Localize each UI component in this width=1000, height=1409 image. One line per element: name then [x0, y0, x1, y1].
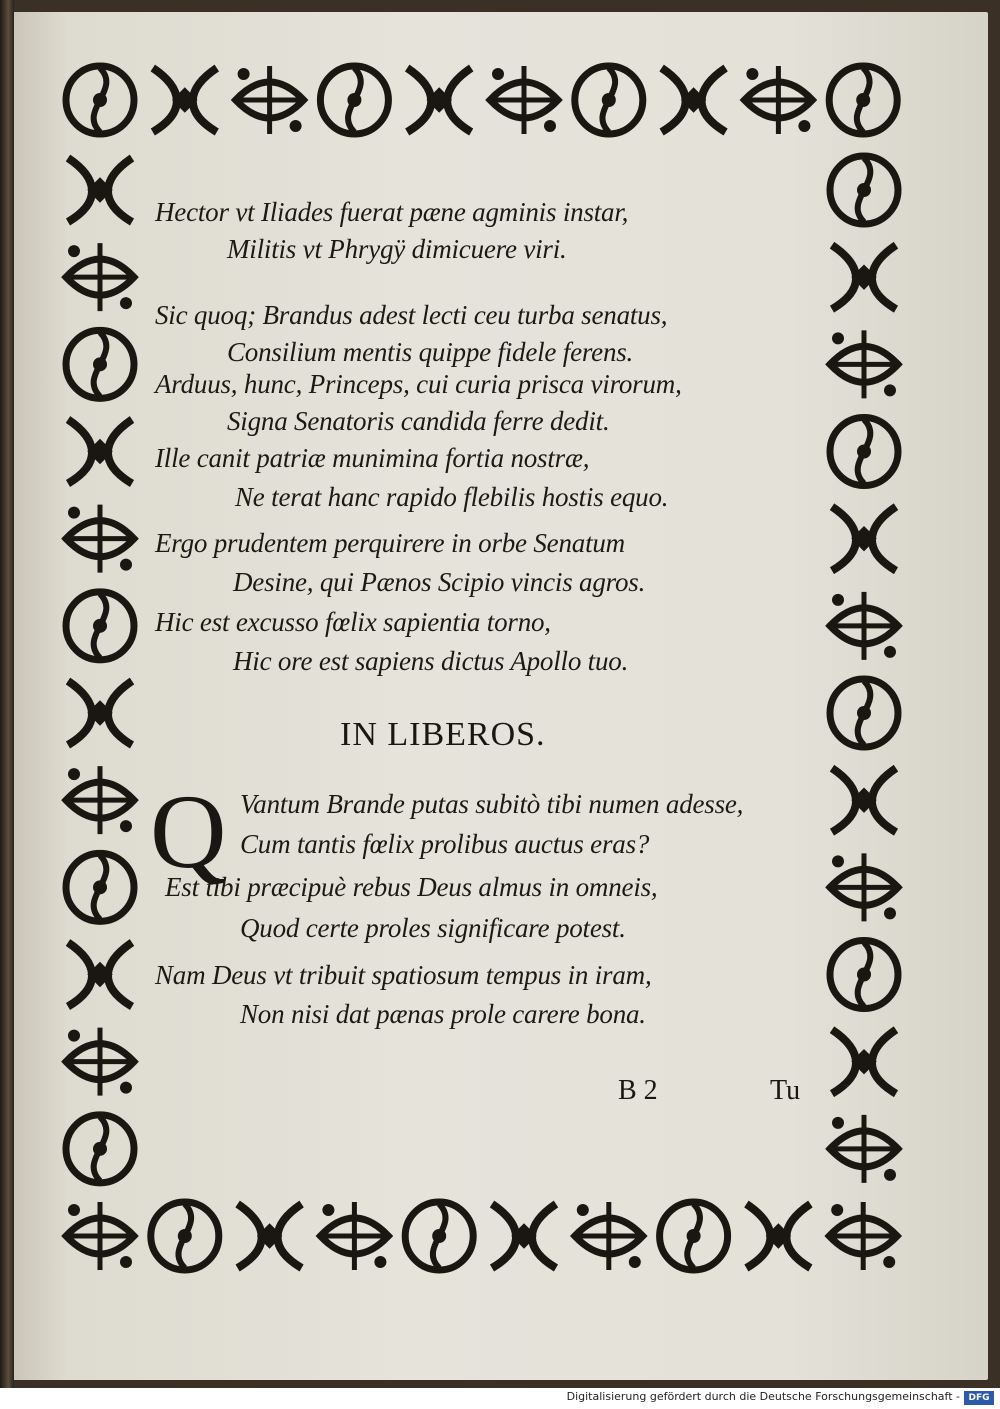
- ornament-tile: [829, 1202, 897, 1270]
- ornament-tile: [832, 768, 896, 832]
- poem2-line-1: Vantum Brande putas subitò tibi numen adesse,: [240, 789, 744, 819]
- poem1-line-1: Hector vt Iliades fuerat pæne agminis instar,: [155, 197, 629, 227]
- poem1-line-5: Arduus, hunc, Princeps, cui curia prisca virorum,: [155, 369, 682, 399]
- ornament-tile: [662, 68, 726, 132]
- ornament-tile: [68, 943, 132, 1007]
- ornament-tile: [66, 330, 134, 398]
- dfg-logo: DFG: [964, 1391, 994, 1405]
- ornament-tile: [832, 1030, 896, 1094]
- ornament-tile: [829, 66, 897, 134]
- poem2-line-4: Quod certe proles significare potest.: [240, 913, 626, 943]
- ornament-tile: [68, 158, 132, 222]
- ornament-tile: [832, 507, 896, 571]
- poem1-line-9: Ergo prudentem perquirere in orbe Senatum: [155, 528, 625, 558]
- ornament-tile: [830, 156, 898, 224]
- ornament-tile: [66, 853, 134, 921]
- ornament-tile: [660, 1202, 728, 1270]
- ornament-tile: [68, 420, 132, 484]
- poem1-line-3: Sic quoq; Brandus adest lecti ceu turba senatus,: [155, 300, 668, 330]
- drop-capital: Q: [150, 773, 227, 890]
- poem2-line-6: Non nisi dat pænas prole carere bona.: [240, 999, 646, 1029]
- ornament-tile: [744, 66, 812, 134]
- catchword: Tu: [770, 1075, 801, 1106]
- ornament-tile: [236, 66, 304, 134]
- section-heading: IN LIBEROS.: [340, 716, 546, 753]
- footer-credit: Digitalisierung gefördert durch die Deutsche Forschungsgemeinschaft -: [566, 1390, 960, 1403]
- ornament-tile: [405, 1202, 473, 1270]
- ornament-tile: [830, 679, 898, 747]
- poem2-line-5: Nam Deus vt tribuit spatiosum tempus in iram,: [155, 960, 652, 990]
- poem2-line-3: Est tibi præcipuè rebus Deus almus in omneis,: [165, 872, 658, 902]
- ornament-tile: [66, 1115, 134, 1183]
- ornament-tile: [153, 68, 217, 132]
- ornament-tile: [66, 505, 134, 573]
- poem1-line-8: Ne terat hanc rapido flebilis hostis equo.: [235, 482, 669, 512]
- poem1-line-6: Signa Senatoris candida ferre dedit.: [227, 406, 610, 436]
- ornament-tile: [68, 681, 132, 745]
- ornament-tile: [832, 245, 896, 309]
- poem1-line-4: Consilium mentis quippe fidele ferens.: [227, 337, 634, 367]
- ornament-tile: [492, 1204, 556, 1268]
- poem1-line-12: Hic ore est sapiens dictus Apollo tuo.: [233, 646, 629, 676]
- poem1-line-10: Desine, qui Pænos Scipio vincis agros.: [233, 567, 646, 597]
- ornament-tile: [830, 941, 898, 1009]
- ornament-tile: [407, 68, 471, 132]
- poem1-line-11: Hic est excusso fœlix sapientia torno,: [155, 607, 551, 637]
- book-binding-edge: [0, 0, 14, 1388]
- ornament-tile: [238, 1204, 302, 1268]
- ornament-tile: [66, 592, 134, 660]
- ornament-tile: [66, 1202, 134, 1270]
- ornament-tile: [66, 243, 134, 311]
- ornament-tile: [151, 1202, 219, 1270]
- ornament-tile: [66, 66, 134, 134]
- signature-mark: B 2: [618, 1075, 658, 1106]
- ornament-tile: [320, 1202, 388, 1270]
- ornament-tile: [830, 418, 898, 486]
- ornament-tile: [66, 766, 134, 834]
- ornament-tile: [746, 1204, 810, 1268]
- ornament-tile: [830, 1115, 898, 1183]
- ornament-tile: [830, 330, 898, 398]
- ornament-tile: [320, 66, 388, 134]
- ornament-tile: [830, 592, 898, 660]
- ornament-tile: [830, 853, 898, 921]
- ornament-tile: [490, 66, 558, 134]
- poem1-line-2: Militis vt Phrygÿ dimicuere viri.: [227, 234, 567, 264]
- poem1-line-7: Ille canit patriæ munimina fortia nostræ,: [155, 443, 590, 473]
- ornament-tile: [575, 1202, 643, 1270]
- ornament-tile: [575, 66, 643, 134]
- ornament-tile: [66, 1028, 134, 1096]
- poem2-line-2: Cum tantis fœlix prolibus auctus eras?: [240, 829, 650, 859]
